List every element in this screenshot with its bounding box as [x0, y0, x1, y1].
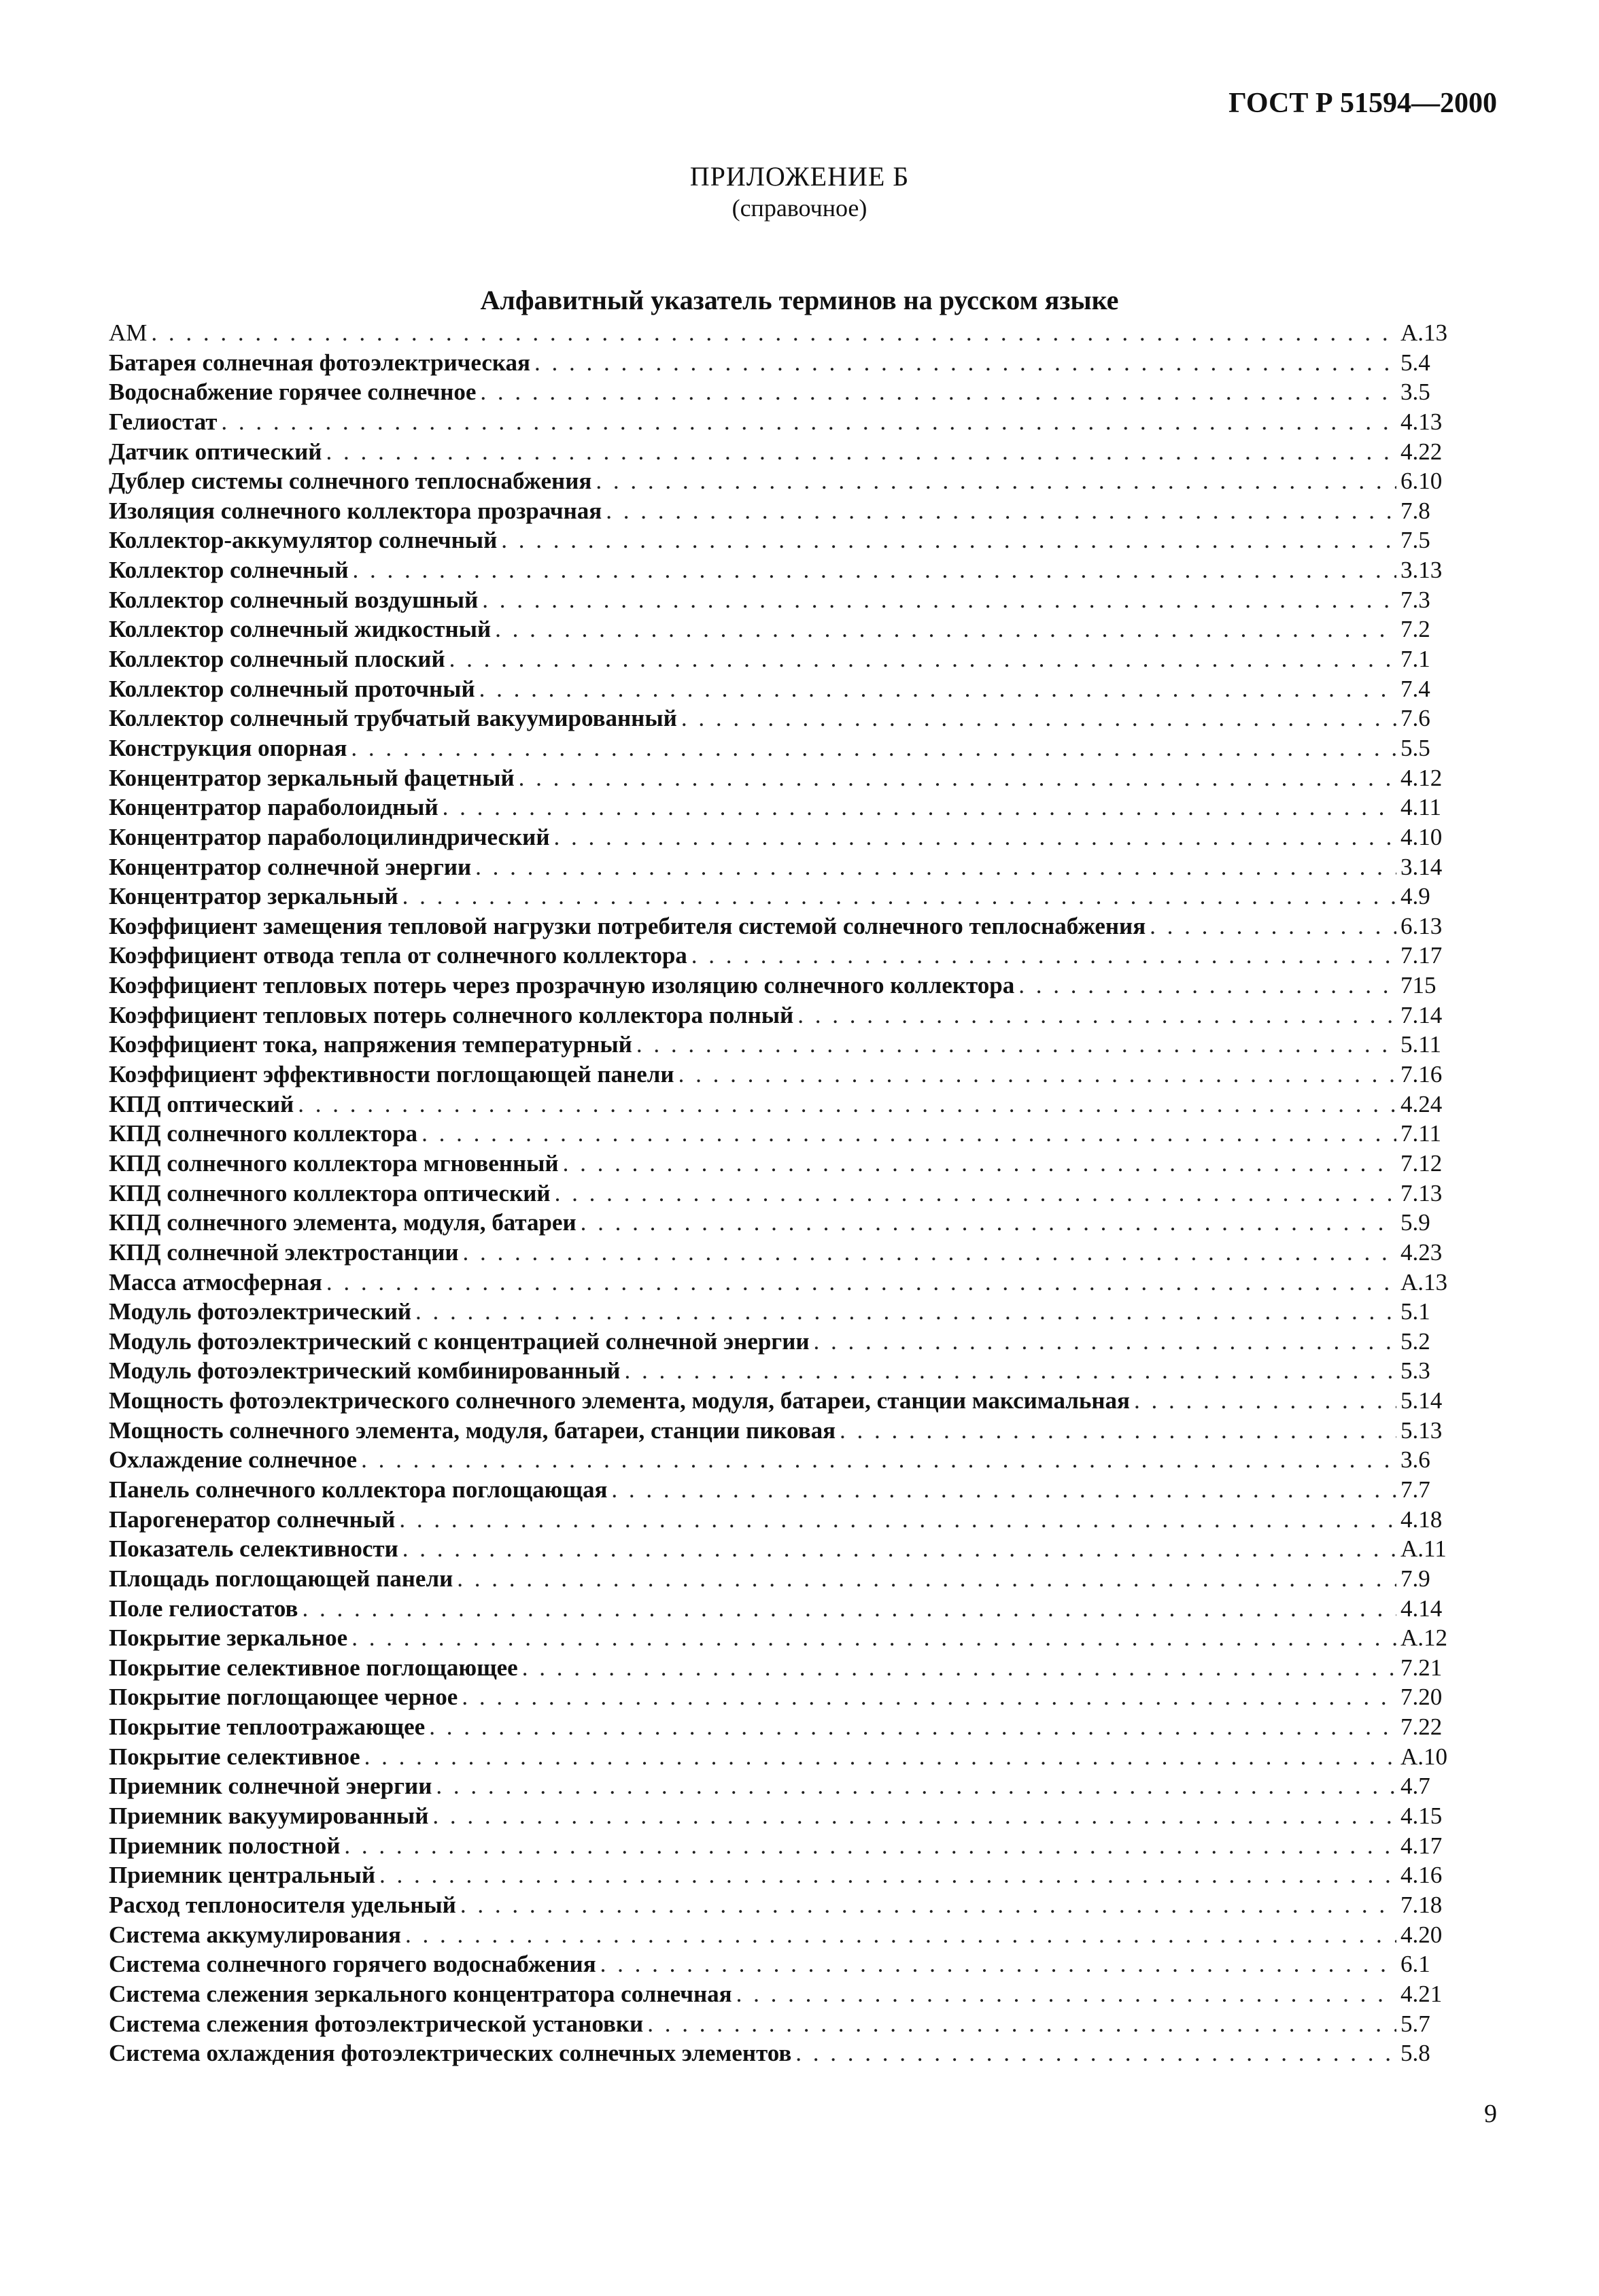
index-entry — [109, 941, 1466, 971]
index-entry — [109, 1356, 1466, 1386]
dot-leader — [522, 1653, 1396, 1683]
index-term: Расход теплоносителя удельный — [109, 1891, 456, 1918]
dot-leader — [681, 703, 1396, 733]
index-entry — [109, 1534, 1466, 1564]
dot-leader — [475, 852, 1396, 882]
index-term: КПД солнечного коллектора мгновенный — [109, 1149, 559, 1177]
index-entry — [109, 555, 1466, 585]
index-entry — [109, 1801, 1466, 1831]
dot-leader — [429, 1712, 1396, 1742]
index-entry — [109, 1149, 1466, 1179]
index-term: Гелиостат — [109, 408, 218, 435]
index-reference: 5.3 — [1400, 1357, 1430, 1385]
index-reference: 7.17 — [1400, 942, 1443, 969]
index-reference: А.13 — [1400, 319, 1448, 346]
dot-leader — [463, 1238, 1396, 1268]
index-reference: 7.22 — [1400, 1714, 1443, 1741]
index-entry — [109, 318, 1466, 348]
index-reference: 4.11 — [1400, 794, 1441, 821]
index-entry — [109, 1742, 1466, 1772]
index-term: Датчик оптический — [109, 438, 322, 465]
index-term: Изоляция солнечного коллектора прозрачная — [109, 497, 602, 524]
index-entry — [109, 1238, 1466, 1268]
index-reference: 4.23 — [1400, 1238, 1443, 1266]
index-reference: 5.5 — [1400, 734, 1430, 761]
index-entry — [109, 1979, 1466, 2009]
dot-leader — [596, 466, 1396, 496]
dot-leader — [606, 496, 1396, 526]
index-term: Коэффициент эффективности поглощающей панели — [109, 1061, 674, 1088]
dot-leader — [221, 407, 1396, 437]
index-entry — [109, 822, 1466, 852]
dot-leader — [361, 1445, 1396, 1475]
index-entry — [109, 585, 1466, 615]
dot-leader — [495, 614, 1396, 644]
dot-leader — [636, 1030, 1396, 1060]
index-term: Покрытие зеркальное — [109, 1624, 348, 1652]
dot-leader — [436, 1771, 1396, 1801]
dot-leader — [736, 1979, 1396, 2009]
index-term: Коэффициент тепловых потерь через прозрачную изоляцию солнечного коллектора — [109, 972, 1015, 999]
index-term: Коллектор солнечный жидкостный — [109, 616, 492, 643]
index-entry — [109, 1860, 1466, 1890]
index-reference: 7.13 — [1400, 1179, 1443, 1206]
dot-leader — [797, 1001, 1396, 1030]
index-term: Батарея солнечная фотоэлектрическая — [109, 349, 530, 376]
index-term: Покрытие теплоотражающее — [109, 1714, 426, 1741]
index-entry — [109, 1445, 1466, 1475]
index-term: Площадь поглощающей панели — [109, 1565, 453, 1592]
index-reference: 4.10 — [1400, 823, 1443, 850]
dot-leader — [351, 733, 1396, 763]
index-term: Покрытие поглощающее черное — [109, 1684, 458, 1711]
dot-leader — [814, 1327, 1396, 1357]
index-term: АМ — [109, 319, 148, 346]
index-term: КПД солнечного коллектора — [109, 1120, 418, 1147]
appendix-subtitle: (справочное) — [732, 194, 867, 222]
index-term: Коэффициент тепловых потерь солнечного коллектора полный — [109, 1001, 794, 1028]
index-entry — [109, 525, 1466, 555]
dot-leader — [353, 555, 1396, 585]
index-reference: 7.12 — [1400, 1149, 1443, 1177]
index-entry — [109, 1712, 1466, 1742]
index-term: Масса атмосферная — [109, 1268, 322, 1295]
index-entry — [109, 348, 1466, 378]
dot-leader — [364, 1742, 1396, 1772]
index-reference: А.10 — [1400, 1743, 1448, 1770]
index-term: Мощность солнечного элемента, модуля, батареи, станции пиковая — [109, 1416, 836, 1444]
dot-leader — [795, 2038, 1396, 2068]
index-term: Приемник полостной — [109, 1832, 341, 1859]
index-reference: 3.5 — [1400, 379, 1430, 406]
index-entry — [109, 674, 1466, 704]
dot-leader — [678, 1060, 1396, 1090]
dot-leader — [611, 1475, 1396, 1505]
index-reference: 5.9 — [1400, 1209, 1430, 1236]
dot-leader — [534, 348, 1396, 378]
index-term: Водоснабжение горячее солнечное — [109, 379, 477, 406]
index-reference: А.13 — [1400, 1268, 1448, 1295]
index-term: КПД солнечного элемента, модуля, батареи — [109, 1209, 577, 1236]
dot-leader — [344, 1831, 1396, 1861]
index-entry — [109, 407, 1466, 437]
dot-leader — [326, 437, 1396, 467]
index-entry — [109, 1623, 1466, 1653]
index-reference: 5.11 — [1400, 1031, 1441, 1058]
index-term: Коллектор солнечный — [109, 557, 349, 584]
dot-leader — [151, 318, 1396, 348]
dot-leader — [399, 1505, 1396, 1535]
index-entry — [109, 882, 1466, 911]
index-reference: 3.6 — [1400, 1446, 1430, 1474]
index-entry — [109, 1179, 1466, 1208]
index-entry — [109, 1090, 1466, 1119]
index-reference: 6.13 — [1400, 912, 1443, 939]
index-term: Коэффициент отвода тепла от солнечного коллектора — [109, 942, 687, 969]
dot-leader — [647, 2009, 1396, 2039]
index-term: Концентратор солнечной энергии — [109, 853, 472, 880]
index-term: Приемник солнечной энергии — [109, 1773, 432, 1800]
index-entry — [109, 1327, 1466, 1357]
index-entry — [109, 703, 1466, 733]
index-entry — [109, 1653, 1466, 1683]
dot-leader — [402, 1534, 1396, 1564]
index-reference: 4.14 — [1400, 1595, 1443, 1622]
appendix-title: ПРИЛОЖЕНИЕ Б — [689, 161, 910, 192]
index-term: Система аккумулирования — [109, 1921, 401, 1948]
dot-leader — [482, 585, 1396, 615]
index-entry — [109, 1920, 1466, 1950]
index-reference: 7.18 — [1400, 1891, 1443, 1918]
index-reference: 4.18 — [1400, 1506, 1443, 1533]
index-entry — [109, 1564, 1466, 1594]
index-term: Приемник центральный — [109, 1862, 376, 1889]
index-entry — [109, 1416, 1466, 1446]
dot-leader — [405, 1920, 1396, 1950]
index-reference: 4.15 — [1400, 1803, 1443, 1830]
index-entry — [109, 1268, 1466, 1298]
index-term: Концентратор зеркальный фацетный — [109, 764, 515, 791]
index-reference: 7.5 — [1400, 527, 1430, 554]
index-entry — [109, 437, 1466, 467]
index-term: КПД солнечного коллектора оптический — [109, 1179, 551, 1206]
dot-leader — [480, 377, 1396, 407]
index-entry — [109, 1386, 1466, 1416]
dot-leader — [624, 1356, 1396, 1386]
dot-leader — [443, 793, 1396, 822]
index-entry — [109, 1208, 1466, 1238]
index-entry — [109, 466, 1466, 496]
index-entry — [109, 1890, 1466, 1920]
term-index — [109, 318, 1466, 2068]
index-reference: 7.3 — [1400, 586, 1430, 613]
index-reference: 4.20 — [1400, 1921, 1443, 1948]
index-entry — [109, 1771, 1466, 1801]
index-reference: 7.4 — [1400, 675, 1430, 702]
index-reference: 7.9 — [1400, 1565, 1430, 1592]
index-term: Показатель селективности — [109, 1535, 398, 1563]
dot-leader — [298, 1090, 1396, 1119]
index-reference: 4.17 — [1400, 1832, 1443, 1859]
index-term: Коэффициент замещения тепловой нагрузки потребителя системой солнечного теплоснабжения — [109, 912, 1146, 939]
index-term: Коллектор солнечный проточный — [109, 675, 475, 702]
dot-leader — [457, 1564, 1396, 1594]
dot-leader — [1134, 1386, 1396, 1416]
index-term: Дублер системы солнечного теплоснабжения — [109, 468, 592, 495]
index-reference: 7.6 — [1400, 705, 1430, 732]
index-term: Концентратор зеркальный — [109, 883, 398, 910]
index-reference: 5.1 — [1400, 1298, 1430, 1325]
index-term: Коллектор солнечный воздушный — [109, 586, 479, 613]
index-title: Алфавитный указатель терминов на русском языке — [480, 285, 1119, 315]
index-reference: 5.7 — [1400, 2010, 1430, 2037]
index-term: Система слежения фотоэлектрической установки — [109, 2010, 644, 2037]
dot-leader — [462, 1682, 1396, 1712]
index-reference: 6.1 — [1400, 1951, 1430, 1978]
dot-leader — [519, 763, 1396, 793]
index-term: Коллектор-аккумулятор солнечный — [109, 527, 498, 554]
index-entry — [109, 1119, 1466, 1149]
dot-leader — [555, 1179, 1396, 1208]
index-reference: 7.2 — [1400, 616, 1430, 643]
index-entry — [109, 614, 1466, 644]
index-entry — [109, 793, 1466, 822]
dot-leader — [379, 1860, 1396, 1890]
index-term: Модуль фотоэлектрический с концентрацией солнечной энергии — [109, 1327, 810, 1355]
index-entry — [109, 1475, 1466, 1505]
index-reference: А.11 — [1400, 1535, 1447, 1563]
index-reference: 7.8 — [1400, 497, 1430, 524]
index-entry — [109, 733, 1466, 763]
dot-leader — [479, 674, 1396, 704]
index-entry — [109, 1505, 1466, 1535]
index-reference: 7.14 — [1400, 1001, 1443, 1028]
dot-leader — [302, 1594, 1396, 1624]
index-entry — [109, 644, 1466, 674]
index-term: Мощность фотоэлектрического солнечного элемента, модуля, батареи, станции максимальная — [109, 1387, 1130, 1414]
index-term: Панель солнечного коллектора поглощающая — [109, 1476, 608, 1503]
dot-leader — [415, 1297, 1396, 1327]
index-entry — [109, 971, 1466, 1001]
appendix-heading — [0, 160, 1599, 222]
index-entry — [109, 496, 1466, 526]
dot-leader — [554, 822, 1396, 852]
index-entry — [109, 852, 1466, 882]
index-term: Система охлаждения фотоэлектрических солнечных элементов — [109, 2040, 792, 2067]
index-reference: 7.16 — [1400, 1061, 1443, 1088]
index-entry — [109, 1949, 1466, 1979]
dot-leader — [351, 1623, 1396, 1653]
dot-leader — [840, 1416, 1396, 1446]
index-entry — [109, 1060, 1466, 1090]
index-entry — [109, 2038, 1466, 2068]
index-reference: 7.7 — [1400, 1476, 1430, 1503]
index-reference: 7.1 — [1400, 646, 1430, 673]
index-term: Охлаждение солнечное — [109, 1446, 358, 1474]
index-entry — [109, 1030, 1466, 1060]
index-term: Коэффициент тока, напряжения температурный — [109, 1031, 632, 1058]
dot-leader — [449, 644, 1396, 674]
index-term: Система солнечного горячего водоснабжения — [109, 1951, 596, 1978]
dot-leader — [691, 941, 1396, 971]
dot-leader — [581, 1208, 1396, 1238]
dot-leader — [563, 1149, 1396, 1179]
index-term: Приемник вакуумированный — [109, 1803, 429, 1830]
index-term: Концентратор параболоидный — [109, 794, 439, 821]
dot-leader — [1150, 911, 1396, 941]
index-term: Концентратор параболоцилиндрический — [109, 823, 550, 850]
index-reference: 4.22 — [1400, 438, 1443, 465]
dot-leader — [1018, 971, 1396, 1001]
index-reference: 4.12 — [1400, 764, 1443, 791]
index-reference: 5.13 — [1400, 1416, 1443, 1444]
index-term: Покрытие селективное поглощающее — [109, 1654, 518, 1681]
index-entry — [109, 763, 1466, 793]
dot-leader — [460, 1890, 1396, 1920]
index-reference: 5.2 — [1400, 1327, 1430, 1355]
index-entry — [109, 377, 1466, 407]
dot-leader — [501, 525, 1396, 555]
dot-leader — [432, 1801, 1396, 1831]
index-term: Коллектор солнечный плоский — [109, 646, 445, 673]
index-reference: 4.7 — [1400, 1773, 1430, 1800]
index-reference: 3.13 — [1400, 557, 1443, 584]
index-reference: 7.21 — [1400, 1654, 1443, 1681]
index-entry — [109, 2009, 1466, 2039]
index-entry — [109, 1682, 1466, 1712]
dot-leader — [422, 1119, 1396, 1149]
index-term: Модуль фотоэлектрический комбинированный — [109, 1357, 621, 1385]
index-term: Покрытие селективное — [109, 1743, 360, 1770]
index-reference: 715 — [1400, 972, 1437, 999]
index-entry — [109, 1594, 1466, 1624]
index-reference: 6.10 — [1400, 468, 1443, 495]
index-term: Конструкция опорная — [109, 734, 347, 761]
index-reference: 7.11 — [1400, 1120, 1441, 1147]
index-term: КПД оптический — [109, 1090, 294, 1117]
index-reference: 7.20 — [1400, 1684, 1443, 1711]
index-term: Модуль фотоэлектрический — [109, 1298, 412, 1325]
index-reference: 5.8 — [1400, 2040, 1430, 2067]
index-term: Парогенератор солнечный — [109, 1506, 396, 1533]
page-number: 9 — [1484, 2100, 1497, 2128]
index-term: Коллектор солнечный трубчатый вакуумированный — [109, 705, 677, 732]
dot-leader — [600, 1949, 1396, 1979]
index-term: Поле гелиостатов — [109, 1595, 298, 1622]
index-entry — [109, 911, 1466, 941]
index-entry — [109, 1001, 1466, 1030]
index-reference: 4.24 — [1400, 1090, 1443, 1117]
index-entry — [109, 1831, 1466, 1861]
index-reference: А.12 — [1400, 1624, 1448, 1652]
index-reference: 3.14 — [1400, 853, 1443, 880]
index-reference: 4.21 — [1400, 1980, 1443, 2007]
index-entry — [109, 1297, 1466, 1327]
document-code: ГОСТ Р 51594—2000 — [1228, 88, 1497, 119]
index-reference: 4.13 — [1400, 408, 1443, 435]
index-reference: 5.4 — [1400, 349, 1430, 376]
index-term: КПД солнечной электростанции — [109, 1238, 459, 1266]
dot-leader — [402, 882, 1396, 911]
index-term: Система слежения зеркального концентратора солнечная — [109, 1980, 732, 2007]
index-reference: 5.14 — [1400, 1387, 1443, 1414]
index-reference: 4.9 — [1400, 883, 1430, 910]
index-reference: 4.16 — [1400, 1862, 1443, 1889]
dot-leader — [326, 1268, 1396, 1298]
